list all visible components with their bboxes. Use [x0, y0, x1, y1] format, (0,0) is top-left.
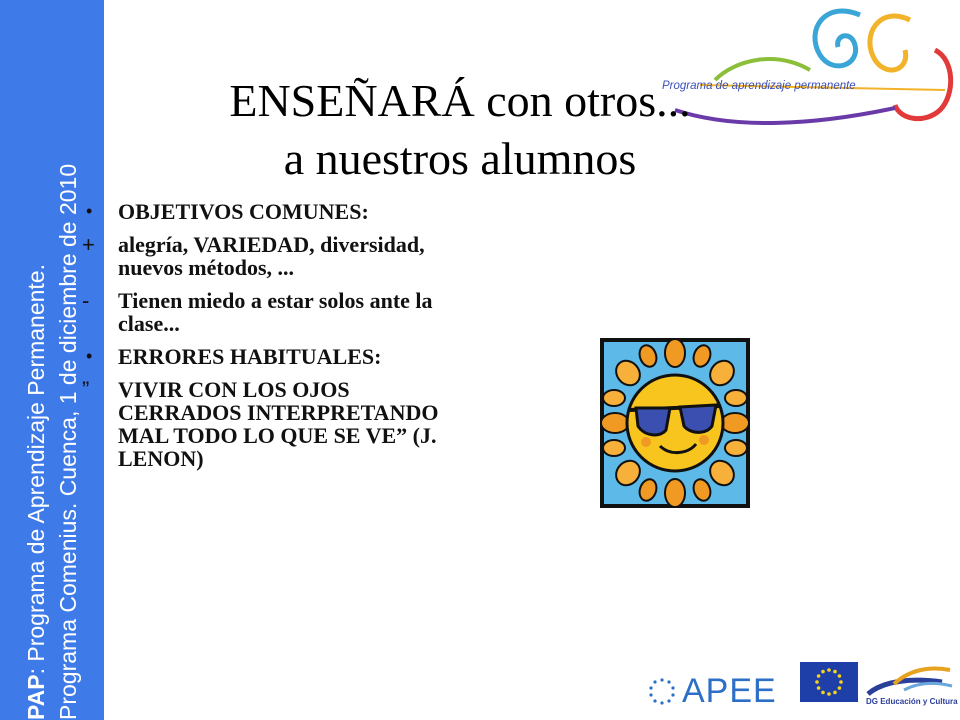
bullet-marker: •: [86, 201, 93, 221]
sidebar-line-2: Programa Comenius. Cuenca, 1 de diciembre de 2010: [55, 163, 81, 720]
bullet-text: alegría, VARIEDAD, diversidad, nuevos métodos, ...: [118, 232, 425, 280]
dg-text: DG Educación y Cultura: [866, 697, 958, 706]
bullet-text: VIVIR CON LOS OJOS CERRADOS INTERPRETANDO MAL TODO LO QUE SE VE” (J. LENON): [118, 377, 439, 471]
list-item: [82, 289, 472, 335]
bullet-text: OBJETIVOS COMUNES:: [118, 199, 369, 224]
bullet-marker: •: [86, 346, 93, 366]
bullet-marker: -: [82, 288, 90, 313]
sidebar-line-1: [20, 0, 52, 720]
apee-text: APEE: [682, 671, 777, 710]
sun-sunglasses-icon: [600, 338, 750, 508]
title-line-2: a nuestros alumnos: [283, 133, 637, 184]
list-item: [82, 233, 472, 279]
apee-ring-icon: [648, 677, 676, 705]
bullet-text: ERRORES HABITUALES:: [118, 344, 382, 369]
sidebar-pap-rest: : Programa de Aprendizaje Permanente.: [23, 264, 49, 675]
bullet-text: Tienen miedo a estar solos ante la clase...: [118, 288, 433, 336]
apee-logo: [648, 670, 777, 712]
list-item: [82, 200, 472, 223]
list-item: [82, 345, 472, 368]
list-item: [82, 378, 472, 470]
eu-flag-icon: [800, 662, 858, 702]
pap-logo-text: Programa de aprendizaje permanente: [662, 80, 856, 92]
page-title: [140, 72, 780, 188]
bullet-marker: +: [82, 232, 95, 257]
title-line-1: ENSEÑARÁ con otros...: [229, 75, 691, 126]
sidebar-text: [20, 0, 84, 720]
bullet-list: [82, 200, 472, 480]
bullet-marker: ”: [82, 377, 90, 402]
sidebar-pap-bold: PAP: [23, 674, 49, 720]
